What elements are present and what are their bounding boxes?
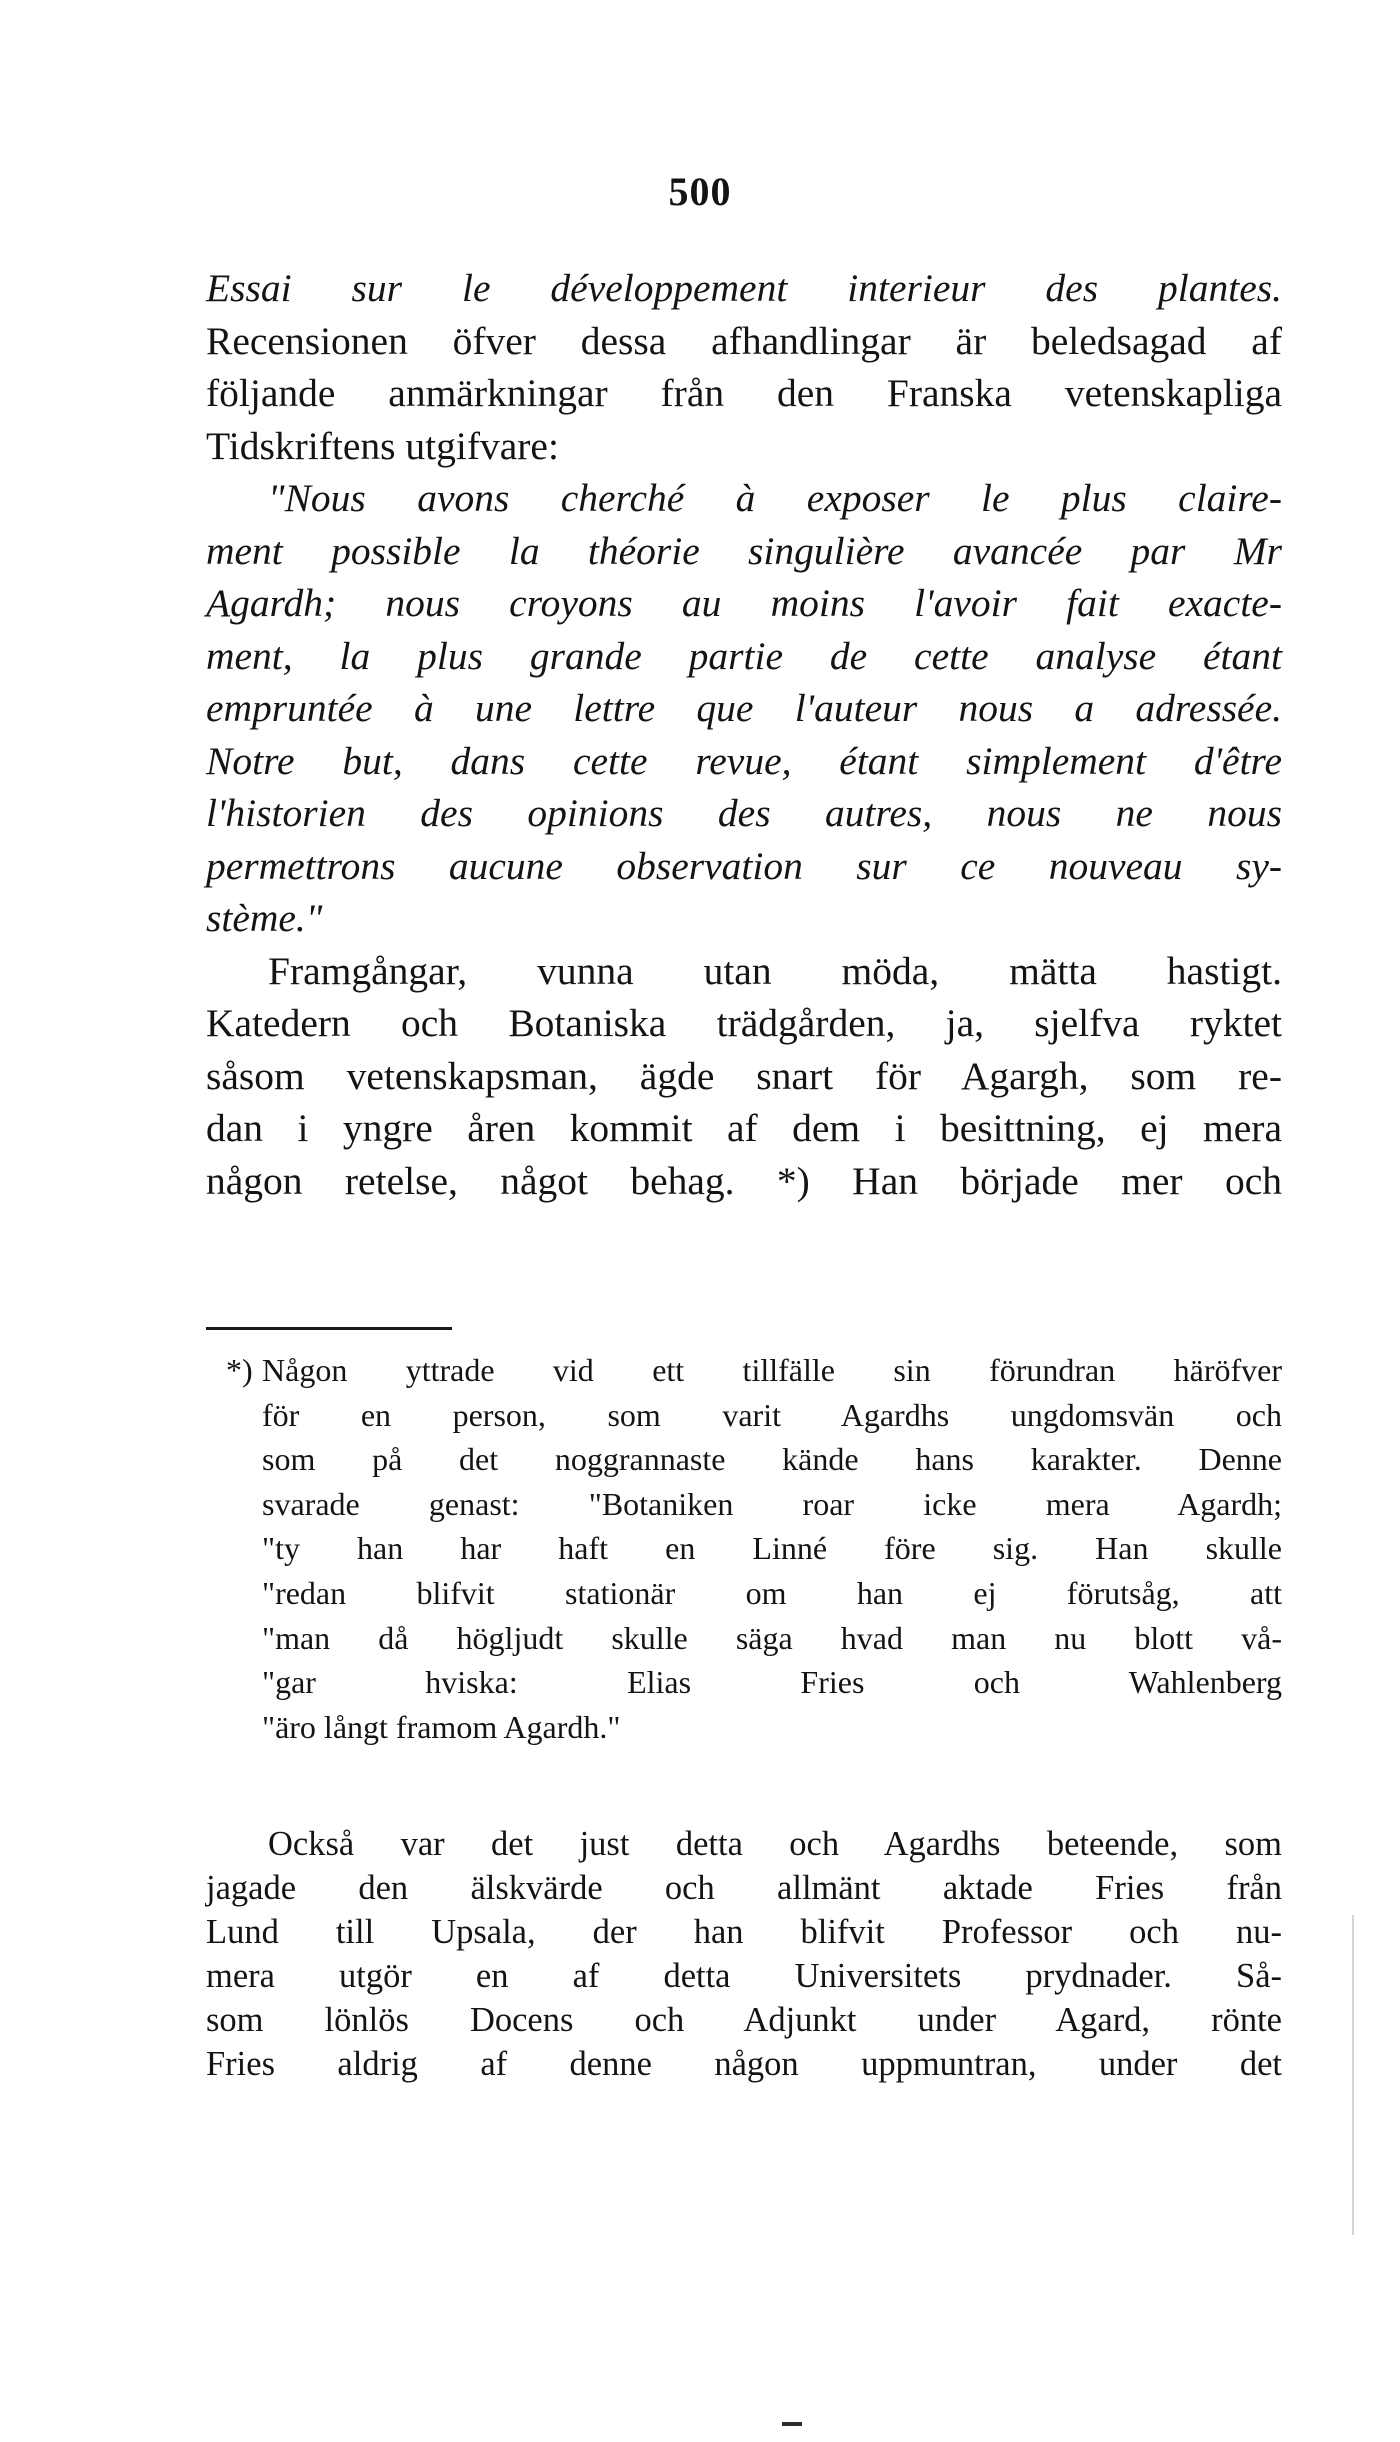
quote-line: ment, la plus grande partie de cette analyse étant (206, 633, 1282, 678)
text-line: som lönlös Docens och Adjunkt under Agard, rönte (206, 2001, 1282, 2039)
text-line: följande anmärkningar från den Franska vetenskapliga (206, 371, 1282, 415)
text-line: mera utgör en af detta Universitets prydnader. Så- (206, 1957, 1282, 1995)
text-line: Fries aldrig af denne någon uppmuntran, under det (206, 2045, 1282, 2083)
text-line: Lund till Upsala, der han blifvit Professor och nu- (206, 1913, 1282, 1951)
quote-line: empruntée à une lettre que l'auteur nous a adressée. (206, 686, 1282, 730)
text-line: Också var det just detta och Agardhs beteende, som (268, 1825, 1282, 1863)
text-line: Tidskriftens utgifvare: (206, 423, 559, 468)
paragraph-two (206, 1822, 1282, 2086)
footnote-line: svarade genast: "Botaniken roar icke mera Agardh; (262, 1485, 1282, 1522)
footnote-line: "ty han har haft en Linné före sig. Han skulle (262, 1530, 1282, 1567)
text-line: Framgångar, vunna utan möda, mätta hastigt. (268, 948, 1282, 993)
footnote-line: "gar hviska: Elias Fries och Wahlenberg (262, 1664, 1282, 1701)
quote-line: Agardh; nous croyons au moins l'avoir fait exacte- (206, 581, 1282, 625)
footnote-line: "äro långt framom Agardh." (262, 1708, 621, 1745)
scan-margin-mark (1352, 1915, 1354, 2235)
catchword-mark (782, 2422, 802, 2426)
text-line: såsom vetenskapsman, ägde snart för Agargh, som re- (206, 1053, 1282, 1098)
footnote (206, 1348, 1282, 1749)
page-number: 500 (668, 169, 732, 214)
footnote-marker: *) (226, 1352, 253, 1388)
text-line: jagade den älskvärde och allmänt aktade Fries från (206, 1869, 1282, 1907)
footnote-line: Någon yttrade vid ett tillfälle sin förundran häröfver (262, 1352, 1282, 1388)
footnote-rule (206, 1327, 452, 1330)
text-line: någon retelse, något behag. *) Han började mer och (206, 1158, 1282, 1203)
quote-line: Notre but, dans cette revue, étant simplement d'être (206, 738, 1282, 783)
footnote-line: "redan blifvit stationär om han ej förutsåg, att (262, 1574, 1282, 1611)
quote-line: permettrons aucune observation sur ce nouveau sy- (206, 843, 1282, 888)
footnote-line: "man då högljudt skulle säga hvad man nu blott vå- (262, 1619, 1282, 1656)
quote-line: stème." (206, 896, 323, 940)
text-line: Recensionen öfver dessa afhandlingar är beledsagad af (206, 318, 1282, 363)
footnote-line: som på det noggrannaste kände hans karakter. Denne (262, 1441, 1282, 1478)
footnote-line: för en person, som varit Agardhs ungdomsvän och (262, 1396, 1282, 1433)
quote-line: l'historien des opinions des autres, nous ne nous (206, 791, 1282, 835)
main-text (206, 262, 1282, 1207)
text-line: Essai sur le développement interieur des plantes. (206, 266, 1282, 310)
quote-line: "Nous avons cherché à exposer le plus claire- (268, 476, 1282, 520)
text-line: Katedern och Botaniska trädgården, ja, sjelfva ryktet (206, 1001, 1282, 1045)
quote-line: ment possible la théorie singulière avancée par Mr (206, 528, 1282, 573)
text-line: dan i yngre åren kommit af dem i besittning, ej mera (206, 1106, 1282, 1150)
